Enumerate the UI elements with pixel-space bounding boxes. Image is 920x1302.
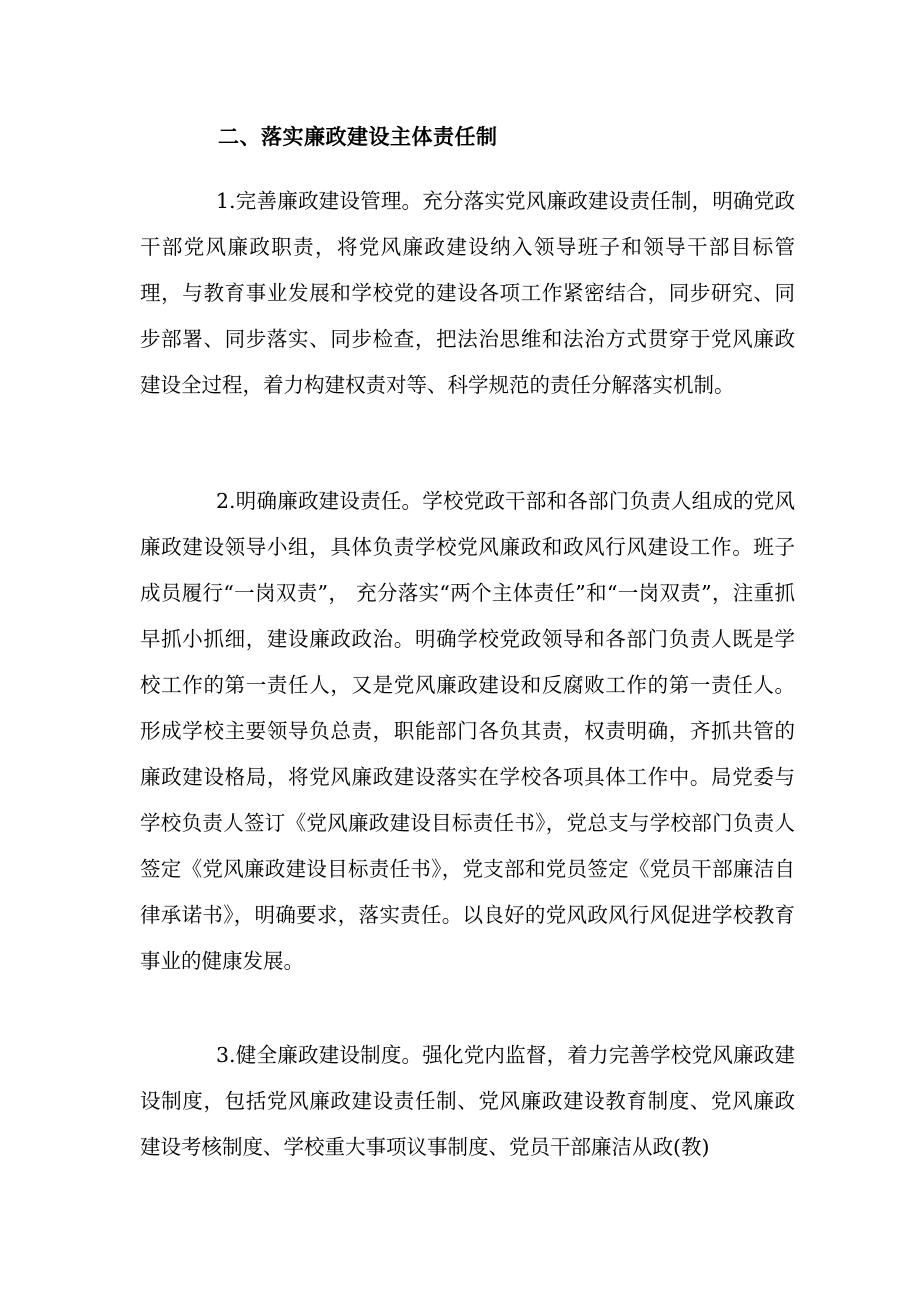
paragraph-3: 3.健全廉政建设制度。强化党内监督，着力完善学校党风廉政建设制度，包括党风廉政建设责任制、党风廉政建设教育制度、党风廉政建设考核制度、学校重大事项议事制度、党员干部廉洁从政(教) bbox=[140, 1043, 795, 1159]
section-heading: 二、落实廉政建设主体责任制 bbox=[218, 124, 498, 149]
paragraph-2: 2.明确廉政建设责任。学校党政干部和各部门负责人组成的党风廉政建设领导小组，具体负责学校党风廉政和政风行风建设工作。班子成员履行“一岗双责”， 充分落实“两个主体责任”和“一岗双责”，注重抓早抓小抓细，建设廉政政治。明确学校党政领导和各部门负责人既是学校工作的第一责任人，又是党风廉政建设和反腐败工作的第一责任人。形成学校主要领导负总责，职能部门各负其责，权责明确，齐抓共管的廉政建设格局，将党风廉政建设落实在学校各项具体工作中。局党委与学校负责人签订《党风廉政建设目标责任书》，党总支与学校部门负责人签定《党风廉政建设目标责任书》，党支部和党员签定《党员干部廉洁自律承诺书》，明确要求，落实责任。以良好的党风政风行风促进学校教育事业的健康发展。 bbox=[140, 489, 795, 973]
paragraph-1: 1.完善廉政建设管理。充分落实党风廉政建设责任制，明确党政干部党风廉政职责，将党风廉政建设纳入领导班子和领导干部目标管理，与教育事业发展和学校党的建设各项工作紧密结合，同步研究、同步部署、同步落实、同步检查，把法治思维和法治方式贯穿于党风廉政建设全过程，着力构建权责对等、科学规范的责任分解落实机制。 bbox=[140, 189, 795, 397]
